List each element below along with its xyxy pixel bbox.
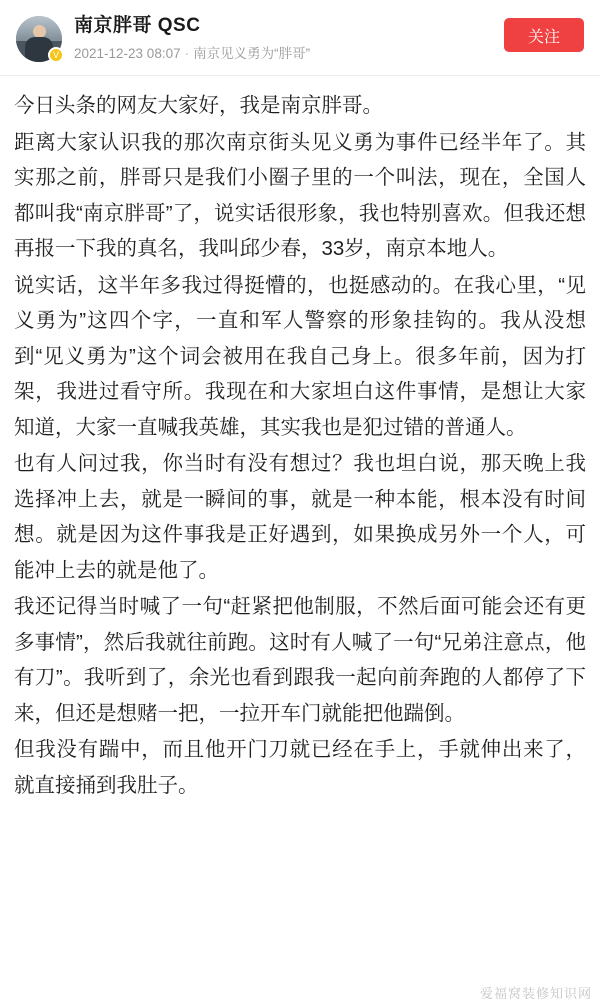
article-paragraph: 也有人问过我，你当时有没有想过？我也坦白说，那天晚上我选择冲上去，就是一瞬间的事，就是一种本能，根本没有时间想。就是因为这件事我是正好遇到，如果换成另外一个人，可能冲上去的就是他了。 [14,452,586,582]
article-source: 南京见义勇为“胖哥” [193,46,311,61]
meta-separator: · [184,46,190,61]
article-paragraph: 但我没有踹中，而且他开门刀就已经在手上，手就伸出来了，就直接捅到我肚子。 [14,738,586,797]
article-meta [74,45,494,63]
author-name[interactable]: 南京胖哥 QSC [74,15,201,36]
article-paragraph: 我还记得当时喊了一句“赶紧把他制服，不然后面可能会还有更多事情”，然后我就往前跑。这时有人喊了一句“兄弟注意点，他有刀”。我听到了，余光也看到跟我一起向前奔跑的人都停了下来，但还是想赌一把，一拉开车门就能把他踹倒。 [14,595,586,725]
article-paragraph: 距离大家认识我的那次南京街头见义勇为事件已经半年了。其实那之前，胖哥只是我们小圈子里的一个叫法，现在，全国人都叫我“南京胖哥”了，说实话很形象，我也特别喜欢。但我还想再报一下我的真名，我叫邱少春，33岁，南京本地人。 [14,130,586,260]
watermark: 爱福窝装修知识网 [479,986,592,1001]
verified-badge-icon: V [48,47,64,63]
follow-button[interactable]: 关注 [504,18,584,52]
article-paragraph: 今日头条的网友大家好，我是南京胖哥。 [14,94,383,117]
article-paragraph: 说实话，这半年多我过得挺懵的，也挺感动的。在我心里，“见义勇为”这四个字，一直和军人警察的形象挂钩的。我从没想到“见义勇为”这个词会被用在我自己身上。很多年前，因为打架，我进过看守所。我现在和大家坦白这件事情，是想让大家知道，大家一直喊我英雄，其实我也是犯过错的普通人。 [14,273,586,439]
article-header [0,0,600,73]
header-text-block [62,14,494,63]
article-body [0,76,600,803]
avatar[interactable] [16,16,62,62]
publish-timestamp: 2021-12-23 08:07 [74,46,181,61]
